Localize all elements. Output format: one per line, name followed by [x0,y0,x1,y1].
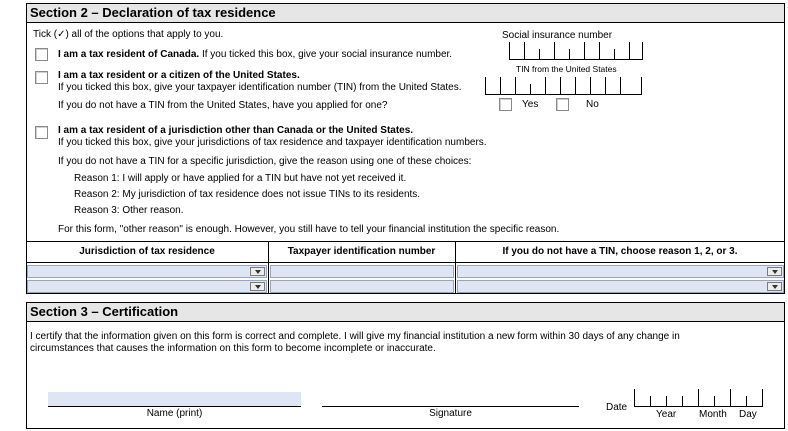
header-tin: Taxpayer identification number [287,246,436,257]
name-label: Name (print) [146,408,203,419]
sin-input[interactable] [509,42,643,60]
reason-3: Reason 3: Other reason. [74,205,184,216]
us-no-tin-question: If you do not have a TIN from the United States, have you applied for one? [58,100,388,111]
chevron-down-icon[interactable] [250,267,265,276]
us-resident-checkbox[interactable] [35,71,48,84]
reason-intro: If you do not have a TIN for a specific jurisdiction, give the reason using one of these choices: [58,156,472,167]
table-header-bottom [26,262,785,263]
tin-input-1[interactable] [270,265,454,278]
jurisdiction-select-2[interactable] [27,280,267,293]
us-option-bold: I am a tax resident or a citizen of the United States. [58,70,300,81]
reason-1: Reason 1: I will apply or have applied for a TIN but have not yet received it. [74,173,407,184]
signature-line[interactable] [322,406,579,407]
tin-us-input[interactable] [485,77,642,95]
chevron-down-icon[interactable] [250,282,265,291]
section3-title: Section 3 – Certification [26,302,785,322]
other-option-line2: If you ticked this box, give your jurisdictions of tax residence and taxpayer identification numbers. [58,137,487,148]
date-label: Date [606,402,628,413]
chevron-down-icon[interactable] [767,267,782,276]
year-label: Year [656,409,677,420]
chevron-down-icon[interactable] [767,282,782,291]
table-top-border [26,241,785,242]
other-resident-checkbox[interactable] [35,126,48,139]
no-label: No [586,99,599,110]
header-jurisdiction: Jurisdiction of tax residence [79,246,215,257]
name-underline [48,406,301,407]
certify-line-1: I certify that the information given on this form is correct and complete. I will give my financial institution a new form within 30 days of any change in [30,331,680,342]
canada-option-bold: I am a tax resident of Canada. [58,49,200,60]
sin-label: Social insurance number [502,30,613,41]
day-label: Day [739,409,757,420]
canada-option-rest: If you ticked this box, give your social insurance number. [199,49,453,60]
us-option-line2: If you ticked this box, give your taxpayer identification number (TIN) from the United States. [58,82,462,93]
other-option-bold: I am a tax resident of a jurisdiction other than Canada or the United States. [58,125,414,136]
tin-input-2[interactable] [270,280,454,293]
canada-resident-checkbox[interactable] [35,48,48,61]
reason-2: Reason 2: My jurisdiction of tax residence does not issue TINs to its residents. [74,189,421,200]
reason-select-2[interactable] [457,280,784,293]
other-reason-note: For this form, "other reason" is enough. However, you still have to tell your financial institution the specific reason. [58,224,560,235]
yes-checkbox[interactable] [499,98,512,111]
no-checkbox[interactable] [556,98,569,111]
name-input[interactable] [48,392,301,406]
yes-label: Yes [522,99,539,110]
tick-instruction: Tick (✓) all of the options that apply to you. [33,29,224,40]
tin-us-label: TIN from the United States [516,64,617,74]
reason-select-1[interactable] [457,265,784,278]
header-reason: If you do not have a TIN, choose reason 1, 2, or 3. [502,246,738,257]
section2-title: Section 2 – Declaration of tax residence [26,3,785,23]
month-label: Month [699,409,727,420]
certify-line-2: circumstances that causes the information on this form to become incomplete or inaccurate. [30,343,436,354]
canada-option-text [58,49,452,61]
signature-label: Signature [429,408,472,419]
date-input[interactable] [634,389,763,407]
jurisdiction-select-1[interactable] [27,265,267,278]
